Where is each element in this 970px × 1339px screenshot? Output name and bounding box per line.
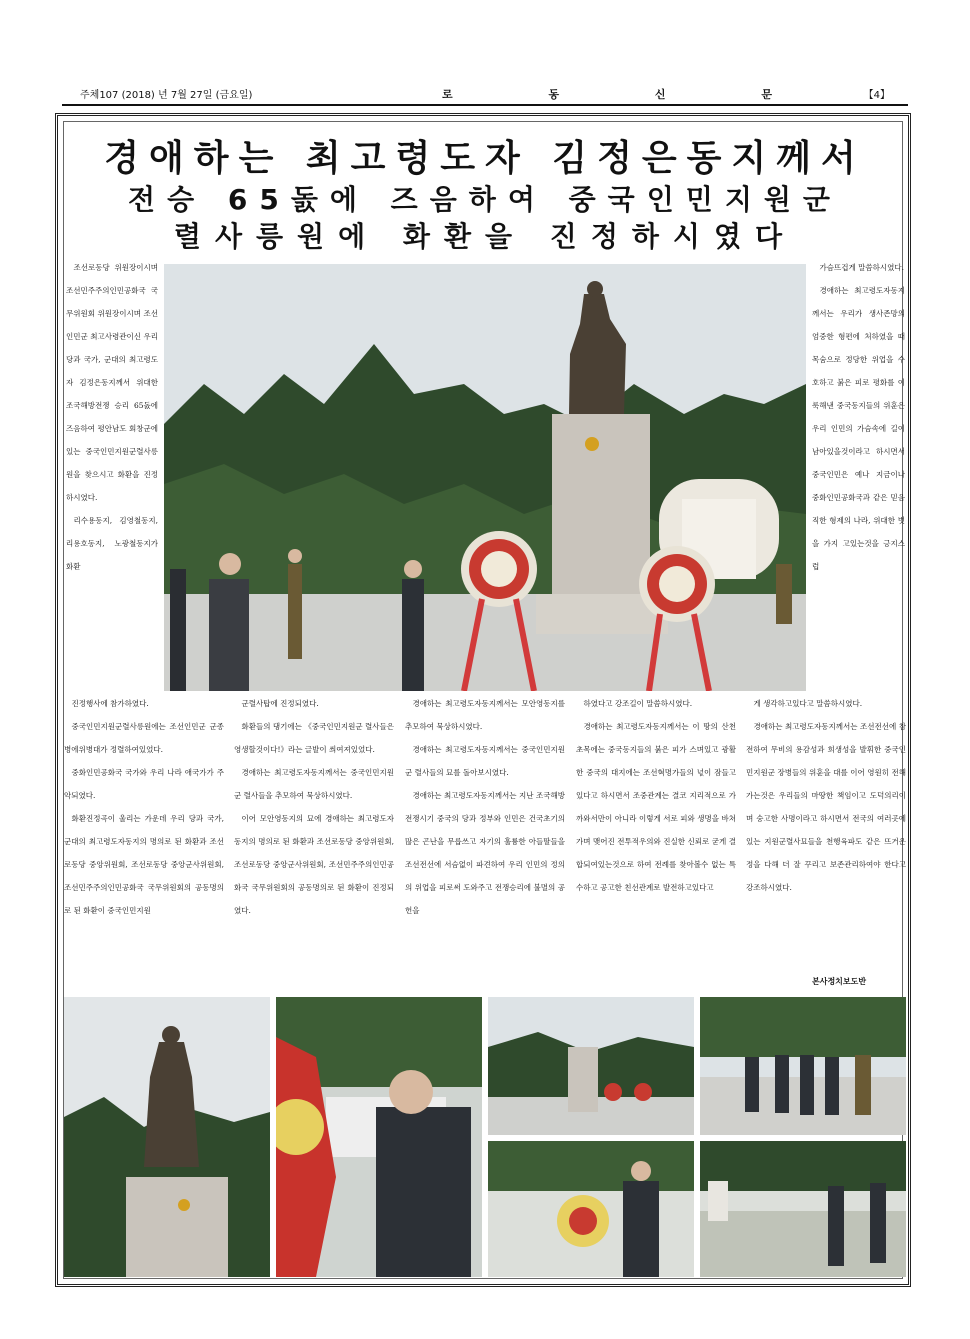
headline-line-2: 전승 65돐에 즈음하여 중국인민지원군 bbox=[128, 183, 842, 216]
paragraph: 하였다고 강조길이 말씀하시였다. bbox=[583, 699, 693, 708]
paragraph: 경애하는 최고령도자동지께서는 이 땅의 산천초목에는 중국동지들의 붉은 피가 스며있고 광활한 중국의 대지에는 조선혁명가들의 넋이 잠들고있다고 하시면서 조중관계는 결코 지리적으로 가까와서만이 아니라 이렇게 서로 피와 생명을 바쳐가며 맺어진 전투적우의와 진실한 신뢰로 굳게 결합되여있는것으로 하여 전례를 찾아볼수 없는 특수하고 공고한 친선관계로 발전하고있다고 bbox=[576, 722, 736, 892]
column-left bbox=[66, 256, 158, 696]
masthead-bar bbox=[62, 86, 908, 102]
column-right bbox=[812, 256, 905, 696]
photo-wreath-2 bbox=[488, 1141, 694, 1277]
paragraph: 화환들의 댕기에는 《중국인민지원군 렬사들은 영생할것이다!》라는 글발이 씌여져있었다. bbox=[234, 722, 394, 754]
paragraph: 조선로동당 위원장이시며 조선민주주의인민공화국 국무위원회 위원장이시며 조선인민군 최고사령관이신 우리 당과 국가, 군대의 최고령도자 김정은동지께서 위대한 조국해방전쟁 승리 65돐에 즈음하여 평안남도 회창군에 있는 중국인민지원군렬사릉원을 찾으시고 화환을 진정하시였다. bbox=[66, 263, 158, 502]
column-4 bbox=[576, 692, 736, 992]
main-photo bbox=[164, 264, 806, 691]
paragraph: 게 생각하고있다고 말씀하시였다. bbox=[753, 699, 863, 708]
paragraph: 중화인민공화국 국가와 우리 나라 애국가가 주악되였다. bbox=[64, 768, 224, 800]
photo-wreath-1 bbox=[276, 997, 482, 1277]
paragraph: 군렬사탑에 진정되였다. bbox=[241, 699, 319, 708]
photo-graves bbox=[700, 1141, 906, 1277]
paragraph: 경애하는 최고령도자동지께서는 중국인민지원군 렬사들의 묘를 돌아보시였다. bbox=[405, 745, 565, 777]
headline-line-3: 렬사릉원에 화환을 진정하시였다 bbox=[173, 220, 797, 253]
column-1 bbox=[64, 692, 224, 992]
headline-line-1: 경애하는 최고령도자 김정은동지께서 bbox=[104, 138, 866, 179]
paragraph: 경애하는 최고령도자동지께서는 지난 조국해방전쟁시기 중국의 당과 정부와 인민은 건국초기의 많은 곤난을 무릅쓰고 자기의 훌륭한 아들딸들을 조선전선에 서슴없이 파견하여 우리 인민의 정의의 위업을 피로써 도와주고 전쟁승리에 불멸의 공헌을 bbox=[405, 791, 565, 915]
byline: 본사정치보도반 bbox=[812, 976, 867, 986]
photo-monument-wide bbox=[488, 997, 694, 1135]
paragraph: 이어 모안영동지의 묘에 경애하는 최고령도자동지의 명의로 된 화환과 조선로동당 중앙위원회, 조선로동당 중앙군사위원회, 조선민주주의인민공화국 국무위원회의 공동명의로 된 화환이 진정되였다. bbox=[234, 814, 394, 915]
column-5 bbox=[746, 692, 906, 972]
paragraph: 화환진정곡이 울리는 가운데 우리 당과 국가, 군대의 최고령도자동지의 명의로 된 화환과 조선로동당 중앙위원회, 조선로동당 중앙군사위원회, 조선민주주의인민공화국 국무위원회의 공동명의로 된 화환이 중국인민지원 bbox=[64, 814, 224, 915]
photo-statue bbox=[64, 997, 270, 1277]
paragraph: 경애하는 최고령도자동지께서는 중국인민지원군 렬사들을 추모하여 묵상하시였다. bbox=[234, 768, 394, 800]
paragraph: 리수용동지, 김영철동지, 리용호동지, 노광철동지가 화환 bbox=[66, 516, 158, 571]
paragraph: 경애하는 최고령도자동지께서는 우리가 생사존망의 엄중한 형편에 처하였을 때 목숨으로 정당한 위업을 수호하고 붉은 피로 평화를 이룩해낸 중국동지들의 위훈은 우리 인민의 가슴속에 길이 남아있을것이라고 하시면서 중국인민은 예나 지금이나 중화인민공화국과 같은 믿음직한 형제의 나라, 위대한 벗을 가지 고있는것을 긍지스럽 bbox=[812, 286, 905, 571]
paragraph: 가슴뜨겁게 말씀하시였다. bbox=[819, 263, 904, 272]
paragraph: 진정행사에 참가하였다. bbox=[71, 699, 149, 708]
issue-date: 주체107 (2018) 년 7월 27일 (금요일) bbox=[80, 90, 253, 101]
paragraph: 경애하는 최고령도자동지께서는 조선전선에 참전하여 무비의 용감성과 희생성을 발휘한 중국인민지원군 장병들의 위훈을 대를 이어 영원히 전해가는것은 우리들의 마땅한 책임이고 도덕의리이며 숭고한 사명이라고 하시면서 전국의 여러곳에 있는 지원군렬사묘들을 천행육파도 같은 뜨거운 정을 다해 더 잘 꾸리고 보존관리하여야 한다고 강조하시였다. bbox=[746, 722, 906, 892]
newspaper-name: 로 동 신 문 bbox=[442, 88, 818, 101]
masthead-rule bbox=[62, 104, 908, 106]
paragraph: 경애하는 최고령도자동지께서는 모안영동지를 추모하여 묵상하시였다. bbox=[405, 699, 565, 731]
column-2 bbox=[234, 692, 394, 992]
paragraph: 중국인민지원군렬사릉원에는 조선인민군 군종병에위병대가 정렬하여있었다. bbox=[64, 722, 224, 754]
page-number: 【4】 bbox=[863, 90, 890, 101]
column-3 bbox=[405, 692, 565, 992]
photo-silent-tribute bbox=[700, 997, 906, 1135]
